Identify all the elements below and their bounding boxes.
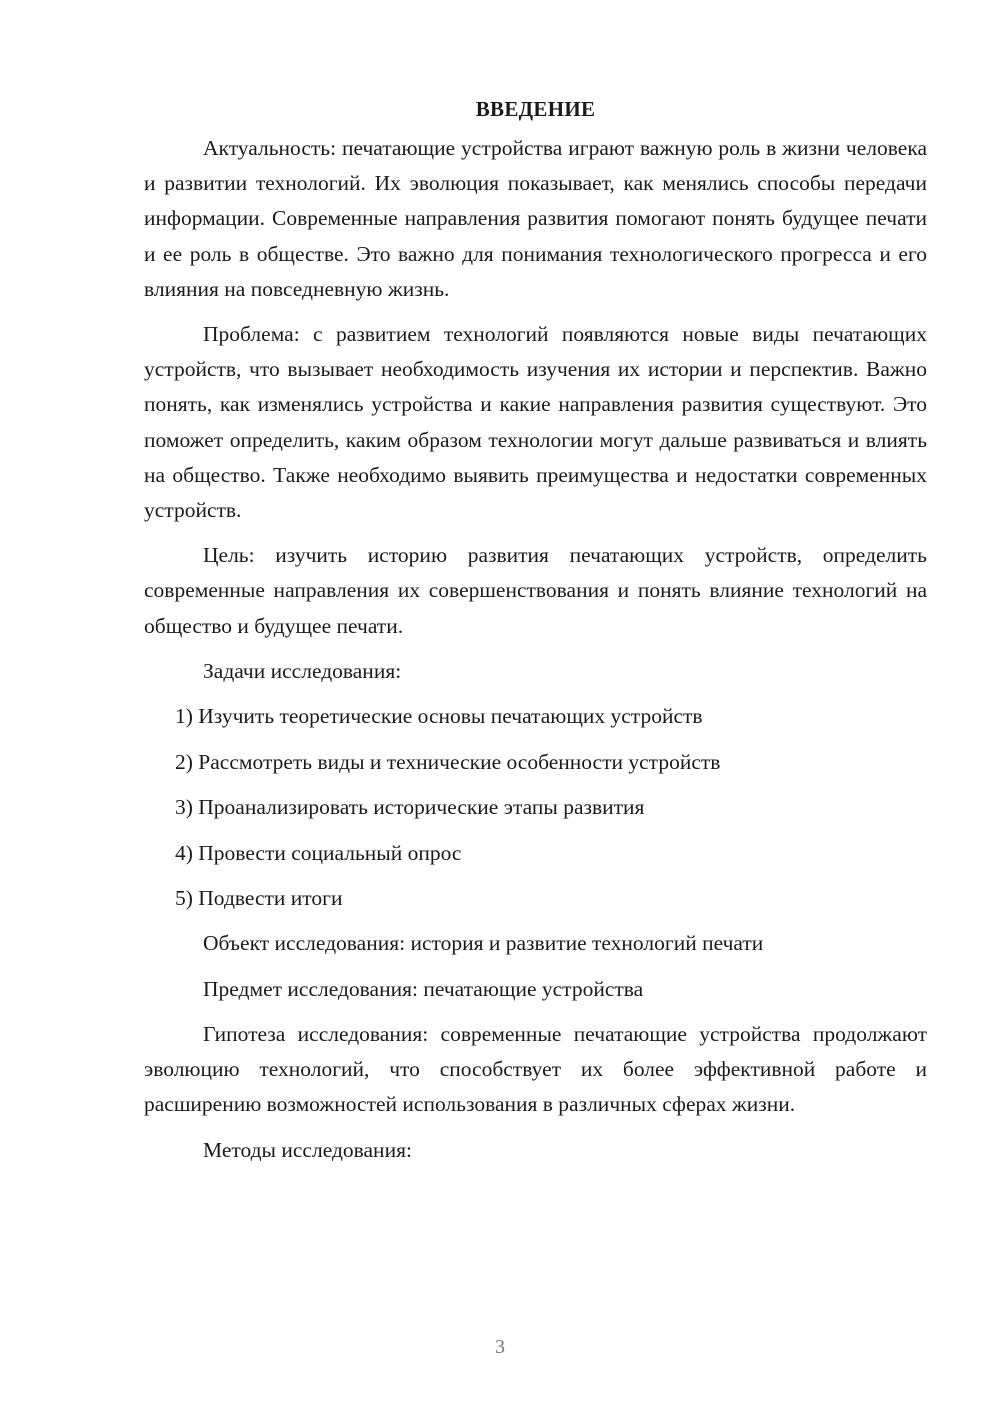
task-item-1: 1) Изучить теоретические основы печатающих устройств	[175, 704, 703, 729]
section-heading: ВВЕДЕНИЕ	[475, 97, 596, 121]
relevance-paragraph: Актуальность: печатающие устройства играют важную роль в жизни человека и развитии технологий. Их эволюция показывает, как менялись способы передачи информации. Современные направления развития помогают понять будущее печати и ее роль в обществе. Это важно для понимания технологического прогресса и его влияния на повседневную жизнь.	[144, 136, 927, 301]
task-item-4: 4) Провести социальный опрос	[175, 840, 462, 865]
page-content	[144, 92, 927, 1168]
task-item-3: 3) Проанализировать исторические этапы развития	[175, 795, 645, 820]
subject-line: Предмет исследования: печатающие устройства	[203, 976, 644, 1001]
methods-title: Методы исследования:	[203, 1137, 412, 1162]
tasks-title: Задачи исследования:	[203, 659, 402, 684]
problem-paragraph: Проблема: с развитием технологий появляются новые виды печатающих устройств, что вызывает необходимость изучения их истории и перспектив. Важно понять, как изменялись устройства и какие направления развития существуют. Это поможет определить, каким образом технологии могут дальше развиваться и влиять на общество. Также необходимо выявить преимущества и недостатки современных устройств.	[144, 322, 927, 523]
object-line: Объект исследования: история и развитие технологий печати	[203, 931, 764, 956]
goal-paragraph: Цель: изучить историю развития печатающих устройств, определить современные направления их совершенствования и понять влияние технологий на общество и будущее печати.	[144, 543, 927, 638]
task-item-5: 5) Подвести итоги	[175, 885, 343, 910]
task-item-2: 2) Рассмотреть виды и технические особенности устройств	[175, 749, 721, 774]
tasks-list	[144, 699, 927, 916]
page-number: 3	[495, 1336, 505, 1358]
hypothesis-paragraph: Гипотеза исследования: современные печатающие устройства продолжают эволюцию технологий, что способствует их более эффективной работе и расширению возможностей использования в различных сферах жизни.	[144, 1021, 927, 1117]
